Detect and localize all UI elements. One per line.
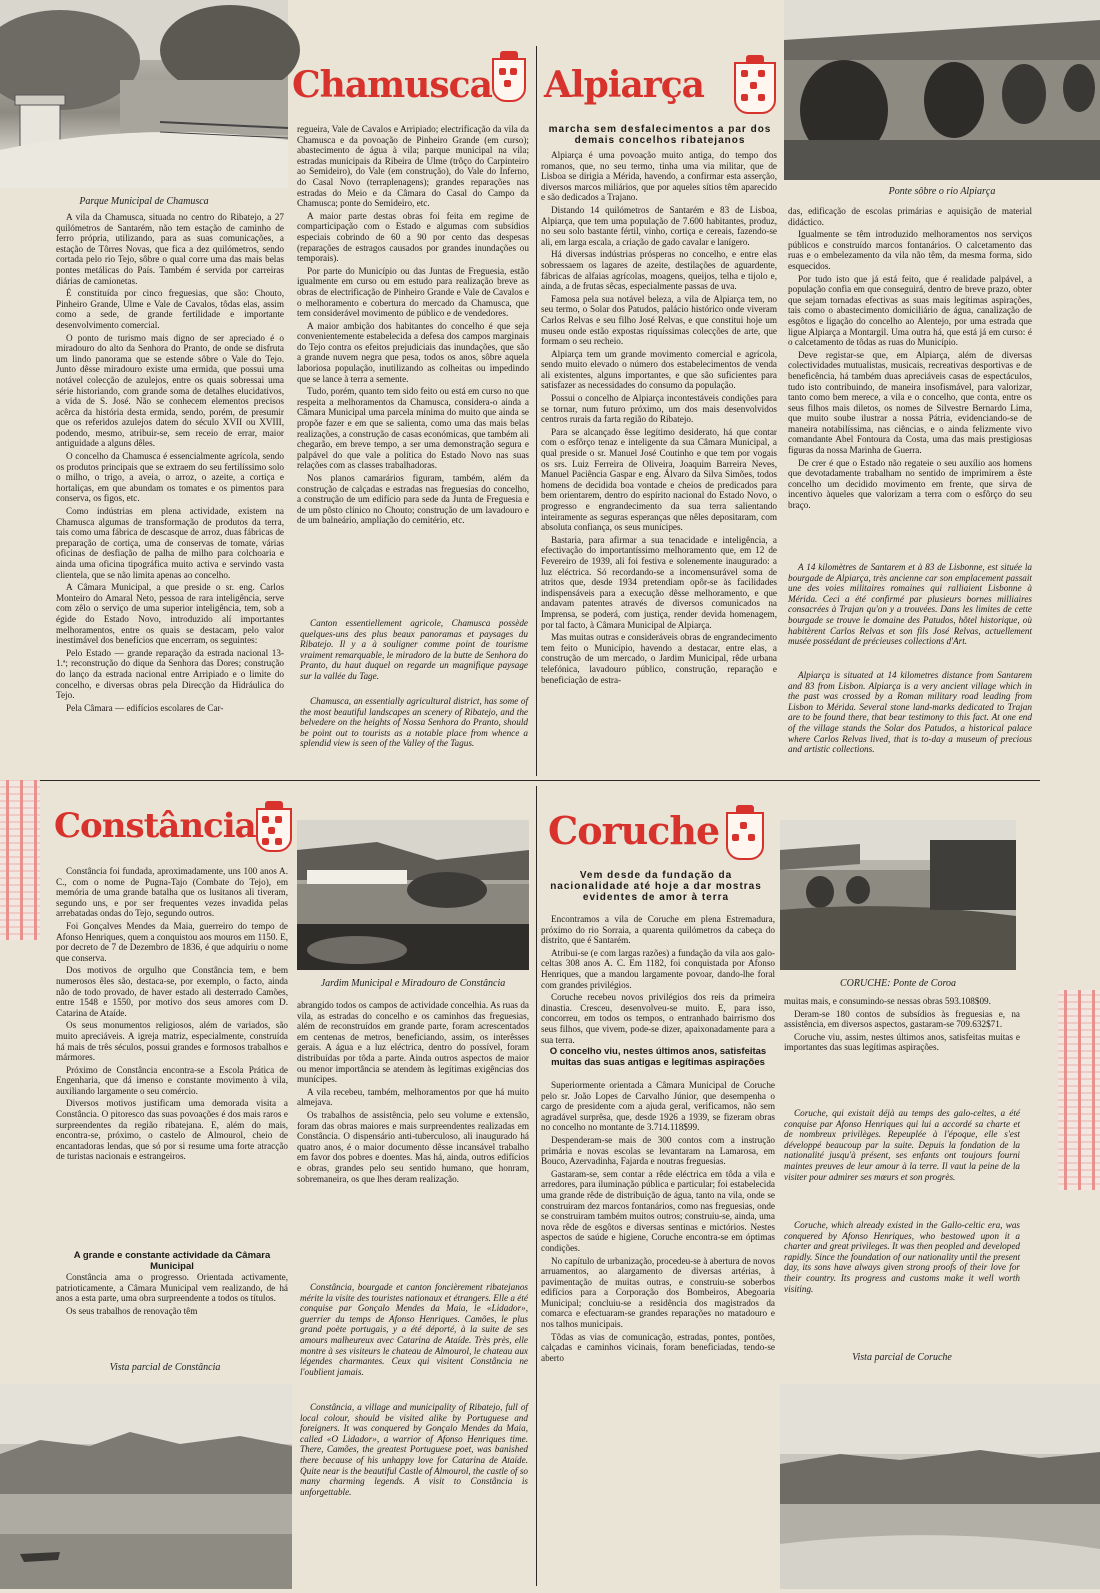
constancia-paragraph: abrangido todos os campos de actividade concelhia. As ruas da vila, as estradas do concelho e os caminhos das freguesias, além de reconstruídos em grande parte, foram acrescentados em centenas de metros, beneficiando, assim, os interêsses gerais. A água e a luz eléctrica, dentro do possível, foram distribuídas por tôda a parte. Ainda outros aspectos de maior ou menor importância se atendem às legítimas exigências dos munícipes.: [297, 1000, 529, 1085]
alpiarca-coat-of-arms-icon: [734, 62, 776, 114]
constancia-section-heading: A grande e constante actividade da Câmara Municipal: [73, 1250, 271, 1272]
coruche-paragraph: Coruche viu, assim, nestes últimos anos, satisfeitas muitas e importantes das suas legítimas aspirações.: [784, 1031, 1020, 1053]
alpiarca-paragraph: Distando 14 quilómetros de Santarém e 83 de Lisboa, Alpiarça, que tem uma população de 7.600 habitantes, produz, no seu solo bastante fértil, vinho, cortiça e cereais, fazendo-se ali, em larga escala, a criação de gado cavalar e lanígero.: [541, 204, 777, 247]
chamusca-paragraph: O concelho da Chamusca é essencialmente agrícola, sendo os produtos principais que se extraem do seu fertilíssimo solo o milho, o trigo, a aveia, o arroz, o azeite, a cortiça e hortaliças, em que abundam os tomates e os pimentos para conserva, os figos, etc.: [56, 451, 284, 504]
constancia-vista-photo: [0, 1384, 292, 1589]
coruche-subtitle: Vem desde da fundação da nacionalidade até hoje a dar mostras evidentes de amor à terra: [550, 870, 762, 903]
coruche-body-col-1: [541, 914, 775, 1045]
coruche-body-col-1b: [541, 1080, 775, 1584]
constancia-paragraph: Os seus monumentos religiosos, além de variados, são muito apreciáveis. A igreja matriz, especialmente, construída há mais de três séculos, possui grandes e formosos trabalhos e mármores.: [56, 1020, 288, 1063]
alpiarca-bridge-photo: [784, 0, 1100, 180]
coruche-french-note: Coruche, qui existait déjà au temps des galo-celtes, a été conquise par Afonso Henriques qui lui a accordé sa charte et de nombreux privilèges. Repeuplée à l'époque, elle s'est développé beaucoup par la suite. Depuis la fondation de la nationalité jusqu'à présent, ses enfants ont toujours fourni maintes preuves de leur amour à la terre. Il vaut la peine de la visiter pour admirer ses mœurs et son progrès.: [784, 1108, 1020, 1182]
alpiarca-paragraph: das, edificação de escolas primárias e aquisição de material didáctico.: [788, 206, 1032, 227]
constancia-paragraph: Dos motivos de orgulho que Constância tem, e bem numerosos êles são, destaca-se, por exemplo, o facto, ainda não de todo provado, de haver estado ali desterrado Camões, entre 1548 e 1550, por motivo dos seus amores com D. Catarina de Ataíde.: [56, 965, 288, 1018]
park-illustration: [0, 0, 288, 188]
chamusca-paragraph: Nos planos camarários figuram, também, além da construção de calçadas e estradas nas freguesias do concelho, a construção de um edifício para sede da Junta de Freguesia e de um pôsto clínico no Chouto; construção de um lavadouro e de um balneário, ampliação do cemitério, etc.: [297, 473, 529, 526]
coruche-paragraph: Superiormente orientada a Câmara Municipal de Coruche pelo sr. João Lopes de Carvalho Júnior, que desempenha o cargo de presidente com a ajuda geral, verificamos, não sem agradável surprêsa, que, desde 1926 a 1939, se fizeram obras no concelho no montante de 3.714.118$99.: [541, 1080, 775, 1133]
coruche-paragraph: Deram-se 180 contos de subsídios às freguesias e, na assistência, em diversos aspectos, gastaram-se 709.632$71.: [784, 1008, 1020, 1030]
alpiarca-paragraph: Para se alcançado êsse legítimo desiderato, há que contar com o esfôrço tenaz e inteligente da sua Câmara Municipal, a qual preside o sr. Manuel José Coutinho e que tem por vogais os srs. Luiz Ferreira de Oliveira, Joaquim Barreira Neves, Manuel Paciência Gaspar e eng. Álvaro da Silva Simões, todos homens de decidida boa vontade e cheios de predicados para bem orientarem, dentro do espírito nacional do Estado Novo, o progresso e engrandecimento da sua terra salientando inteiramente as seguras esperanças que nêles depositaram, com absoluta confiança, os seus munícipes.: [541, 426, 777, 533]
alpiarca-paragraph: Igualmente se têm introduzido melhoramentos nos serviços públicos e construído marcos fontanários. O calcetamento das ruas e o embelezamento da vila não têm, da mesma forma, sido esquecidos.: [788, 229, 1032, 271]
alpiarca-body-col-1: [541, 150, 777, 775]
chamusca-paragraph: A Câmara Municipal, a que preside o sr. eng. Carlos Monteiro do Amaral Neto, pessoa de rara inteligência, serve com zêlo o serviço de uma superior inteligência, tem, sob a égide do Estado Novo, introduzido alí importantes melhoramentos, entre os quais se destacam, pelo valor inestimável dos benefícios que encerram, os seguintes:: [56, 582, 284, 646]
coruche-english-note: Coruche, which already existed in the Gallo-celtic era, was conquered by Afonso Henriques, who bestowed upon it a charter and great privileges. It was then peopled and developed rapidly. Since the foundation of our nationality until the present day, its sons have always given strong proofs of their love for their country. Its progress and customs make it well worth visiting.: [784, 1220, 1020, 1294]
chamusca-paragraph: A maior parte destas obras foi feita em regime de comparticipação com o Estado e algumas com subsídios especiais cobrindo de 60 a 90 por cento das despesas (reparações de estragos causados por grandes inundações ou temporais).: [297, 210, 529, 264]
chamusca-coat-of-arms-icon: [492, 58, 526, 102]
chamusca-english-note: Chamusca, an essentially agricultural district, has some of the most beautiful landscapes an scenery of Ribatejo, and the belvedere on the heights of Nossa Senhora do Pranto, should be point out to tourists as a notable place from whence a splendid view is seen of the Valley of the Tagus.: [300, 696, 528, 749]
constancia-paragraph: Foi Gonçalves Mendes da Maia, guerreiro do tempo de Afonso Henriques, quem a conquistou aos mouros em 1150. E, por decreto de 7 de Dezembro de 1836, é que adquiriu o nome que conserva.: [56, 920, 288, 963]
alpiarca-title: Alpiarça: [544, 64, 704, 106]
alpiarca-paragraph: Alpiarça tem um grande movimento comercial e agrícola, sendo muito elevado o número dos estabelecimentos de venda ali existentes, alguns importantes, e que são suficientes para satisfazer as necessidades do consumo da população.: [541, 348, 777, 391]
alpiarca-paragraph: Há diversas indústrias prósperas no concelho, e entre elas sobressaem os lagares de azeite, destilações de aguardente, fábricas de alfaias agrícolas, moagens, queijos, telha e tijolo e, ainda, a de frutas sêcas, especialmente passas de uva.: [541, 249, 777, 292]
coruche-section-heading: O concelho viu, nestes últimos anos, satisfeitas muitas das suas antigas e legítimas aspirações: [549, 1046, 767, 1068]
horizontal-divider-middle: [40, 780, 1040, 781]
coruche-paragraph: Despenderam-se mais de 300 contos com a instrução primária e novas escolas se levantaram na Lamarosa, em Bouco, Azervadinha, Fajarda e noutras freguesias.: [541, 1134, 775, 1167]
coruche-paragraph: Encontramos a vila de Coruche em plena Estremadura, próximo do rio Sorraia, a quarenta quilómetros da cabeça do distrito, que é Santarém.: [541, 914, 775, 946]
alpiarca-french-note: A 14 kilomètres de Santarem et à 83 de Lisbonne, est située la bourgade de Alpiarça, très ancienne car son emplacement passait une des voies militaires romaines qui ralliaient Lisbonne à Mérida. Ceci a été confirmé par plusieurs bornes milliaires consacrées à Trajan qu'on y a trouvées. Dans les limites de cette bourgade se trouve le domaine des Patudos, hôtel historique, où habitèrent Carlos Relvas et son fils José Relvas, actuellement musée possédant de précieuses collections d'Art.: [788, 562, 1032, 647]
vista-illustration: [0, 1384, 292, 1589]
alpiarca-paragraph: Por tudo isto que já está feito, que é realidade palpável, a população confia em que conseguirá, dentro de breve prazo, obter que sejam tornadas efectivas as suas mais legítimas aspirações, tais como o abastecimento domiciliário de água, canalização de esgôtos e ligação do concelho ao Alentejo, por uma estrada que ligue Alpiarça a Montargil. Uma outra há, que está já em curso: é o calcetamento de tôdas as ruas do Município.: [788, 273, 1032, 348]
bridge-illustration: [784, 0, 1100, 180]
constancia-body-col-1b: [56, 1272, 288, 1356]
alpiarca-english-note: Alpiarça is situated at 14 kilometres distance from Santarem and 83 from Lisbon. Alpiarça is a very ancient village which in the past was crossed by a Roman military road leading from Lisbon to Mérida. Several stone land-marks dedicated to Trajan are to be found there, that bear testimony to this fact. At one end of the village stands the Solar dos Patudos, a historical palace where Carlos Relvas lived, that is to-day a museum of precious and artistic collections.: [788, 670, 1032, 755]
constancia-vista-caption: Vista parcial de Constância: [109, 1362, 221, 1373]
chamusca-paragraph: A maior ambição dos habitantes do concelho é que seja convenientemente estabelecida a defesa dos campos marginais do Tejo contra os efeitos prejudiciais das inundações, que são a grande nuvem negra que pesa, todos os anos, sôbre aquela laboriosa população, inutilizando as colheitas ou impedindo que se lance à terra a semente.: [297, 320, 529, 384]
constancia-title: Constância: [54, 806, 256, 846]
coruche-paragraph: Gastaram-se, sem contar a rêde eléctrica em tôda a vila e arredores, para iluminação pública e particular; foi estabelecida uma grande rêde de distribuição de água, tanto na vila, onde se construiram dez marcos fontanários, como nas freguesias, onde se construiram também muitos outros; construiu-se, ainda, uma nova rêde de esgôtos e diversas sentinas e mictórios. Nestes aspectos de saúde e higiene, Coruche encontra-se em óptimas condições.: [541, 1168, 775, 1253]
chamusca-park-photo: [0, 0, 288, 188]
constancia-english-note: Constância, a village and municipality of Ribatejo, full of local colour, should be visited alike by Portuguese and foreigners. It was conquered by Gonçalo Mendes da Maia, called «O Lidador», a warrior of Afonso Henriques time. There, Camões, the greatest Portuguese poet, was banished there because of his unhappy love for Catarina de Ataíde. Quite near is the beautiful Castle of Almourol, the castle of so many charming legends. A visit to Constância is unforgettable.: [300, 1402, 528, 1497]
vertical-divider-top: [536, 46, 537, 776]
chamusca-paragraph: É constituída por cinco freguesias, que são: Chouto, Pinheiro Grande, Ulme e Vale de Cavalos, tôdas elas, assim como a sede, de grande fertilidade e importante desenvolvimento comercial.: [56, 288, 284, 330]
chamusca-paragraph: Pela Câmara — edifícios escolares de Car-: [66, 702, 224, 713]
constancia-paragraph: Próximo de Constância encontra-se a Escola Prática de Engenharia, que dá imenso e constante movimento à vila, auxiliando largamente o seu comércio.: [56, 1064, 288, 1096]
constancia-paragraph: Os seus trabalhos de renovação têm: [66, 1305, 198, 1316]
coruche-paragraph: Tôdas as vias de comunicação, estradas, pontes, pontões, calçadas e caminhos vicinais, foram beneficiadas, tendo-se aberto: [541, 1331, 775, 1363]
coruche-paragraph: Atribui-se (e com largas razões) a fundação da vila aos galo-celtas 308 anos A. C. Em 1182, foi conquistada por Afonso Henriques, que a mandou largamente povoar, dando-lhe foral com grandes privilégios.: [541, 947, 775, 990]
chamusca-body-col-2: [297, 124, 529, 594]
alpiarca-paragraph: Possui o concelho de Alpiarça incontestáveis condições para se tornar, num futuro próximo, um dos mais desenvolvidos centros rurais da farta região do Ribatejo.: [541, 393, 777, 425]
coruche-coat-of-arms-icon: [726, 812, 764, 860]
chamusca-paragraph: Pelo Estado — grande reparação da estrada nacional 13-1.ª; reconstrução do dique da Senhora das Dores; construção do lanço da estrada nacional entre Arripiado e o limite do concelho, e diversas obras pela Direcção da Hidráulica do Tejo.: [56, 647, 284, 701]
constancia-body-col-2: [297, 1000, 529, 1272]
chamusca-paragraph: A vila da Chamusca, situada no centro do Ribatejo, a 27 quilómetros de Santarém, não tem estação de caminho de ferro própria, utilizando, para as suas comunicações, a estação de Tôrres Novas, que fica a dez quilómetros, sendo cortada pelo rio Tejo, sôbre o qual corre uma das mais belas pontes metálicas do País. Também é servida por carreiras diárias de camionetas.: [56, 212, 284, 286]
chamusca-french-note: Canton essentiellement agricole, Chamusca possède quelques-uns des plus beaux panoramas et paysages du Ribatejo. Il y a à souligner comme point de tourisme vraiment remarquable, le miradoro de la butte de Senhora do Pranto, du haut duquel on regarde un magnifique paysage sur la vallée du Tage.: [300, 618, 528, 681]
alpiarca-paragraph: Mas muitas outras e consideráveis obras de engrandecimento tem feito o Município, havendo a destacar, entre elas, a construção de um mercado, o Jardim Municipal, rêde urbana telefónica, lavadouro público, construção, reparação e beneficiação de estra-: [541, 632, 777, 685]
coruche-vista-illustration: [780, 1384, 1100, 1589]
constancia-paragraph: A vila recebeu, também, melhoramentos por que há muito almejava.: [297, 1086, 529, 1108]
chamusca-paragraph: Por parte do Município ou das Juntas de Freguesia, estão igualmente em curso ou em estudo para realização breve as obras de electrificação de Pinheiro Grande e Vale de Cavalos e o melhoramento e cobertura do mercado da Chamusca, que tem considerável movimento de público e de vendedores.: [297, 265, 529, 319]
coruche-bridge-photo: [780, 820, 1016, 970]
constancia-garden-caption: Jardim Municipal e Miradouro de Constância: [320, 978, 506, 989]
constancia-paragraph: Diversos motivos justificam uma demorada visita a Constância. O pitoresco das suas povoações é dos mais raros e surpreendentes da região ribatejana. E, além do mais, encontra-se, próximo, o castelo de Almourol, cheio de encantadoras lendas, que só por si resume uma forte atracção de turistas nacionais e estrangeiros.: [56, 1098, 288, 1162]
constancia-paragraph: Constância foi fundada, aproximadamente, uns 100 anos A. C., com o nome de Pugna-Tajo (Combate do Tejo), em memória de uma grande batalha que os lusitanos ali tiveram, segundo uns, e por ser frequentes vezes invadida pelas arrebatadas ondas do Tejo, segundo outros.: [56, 866, 288, 919]
alpiarca-paragraph: De crer é que o Estado não regateie o seu auxílio aos homens que devotadamente trabalham no sentido de imprimirem a êste concelho um decidido movimento em frente, que sirva de incentivo àqueles que valorizam a terra com o esfôrço do seu braço.: [788, 457, 1032, 511]
coruche-paragraph: No capítulo de urbanização, procedeu-se à abertura de novos arruamentos, ao alargamento de diversas artérias, à pavimentação de muitas outras, e construiu-se soberbos edifícios para a Corporação dos Bombeiros, Abegoaria Municipal; concluiu-se a residência dos magistrados da comarca e efectuaram-se grandes reparações no matadouro e nos talhos municipais.: [541, 1255, 775, 1330]
decorative-pattern-left-mid: [0, 780, 40, 940]
coruche-vista-caption: Vista parcial de Coruche: [852, 1352, 952, 1363]
coruche-title: Coruche: [548, 808, 720, 853]
chamusca-paragraph: O ponto de turismo mais digno de ser apreciado é o miradouro do alto da Senhora do Pranto, de onde se disfruta um lindo panorama que se estende sôbre o Vale do Tejo. Junto dêsse miradouro existe uma ermida, que possui uma notável colecção de azulejos, entre os quais sobressai uma série historiando, com grande soma de detalhes elucidativos, a vida de S. José. Não se conhecem elementos precisos acêrca da história desta ermida, sendo, porém, de presumir que os referidos azulejos datem do século XVII ou XVIII, podendo, mesmo, atribuir-se, sem receio de errar, maior antiguidade a alguns dêles.: [56, 332, 284, 449]
coruche-paragraph: muitas mais, e consumindo-se nessas obras 593.108$09.: [784, 996, 991, 1006]
coruche-bridge-caption: CORUCHE: Ponte de Coroa: [839, 978, 956, 989]
coruche-body-col-2: [784, 996, 1020, 1076]
coroa-bridge-illustration: [780, 820, 1016, 970]
decorative-pattern-right-mid: [1058, 990, 1100, 1190]
vertical-divider-bottom: [536, 786, 537, 1586]
constancia-coat-of-arms-icon: [256, 808, 292, 852]
alpiarca-paragraph: Bastaria, para afirmar a sua tenacidade e inteligência, a efectivação do importantíssimo melhoramento que, em 12 de Fevereiro de 1939, ali foi festiva e solenemente inaugurado: a luz eléctrica. Só recordando-se a incomensurável soma de atritos que, desde 1934 pretendiam opôr-se às facilidades indispensáveis para a execução dêsse melhoramento, e que andavam patentes através de diversos comunicados na Imprensa, se poderá, com justiça, render devida homenagem, por tal facto, à Câmara Municipal de Alpiarça.: [541, 534, 777, 630]
coruche-paragraph: Coruche recebeu novos privilégios dos reis da primeira dinastia. Cresceu, desenvolveu-se muito. E, para isso, concorreu, em todos os tempos, o entranhado bairrismo dos seus filhos, que vivem, pode-se dizer, apaixonadamente para a sua terra.: [541, 992, 775, 1045]
chamusca-paragraph: regueira, Vale de Cavalos e Arripiado; electrificação da vila da Chamusca e da povoação de Pinheiro Grande (em curso); abastecimento de água à vila; parque municipal na vila; estradas municipais da Ribeira de Ulme (trôço do Carpinteiro ao Semideiro), do Vale (em construção), do Vale do Inferno, do Casal Novo (terraplenagens); grandes reparações nas estradas do Meio e da Câmara do Casal do Campo da Chamusca; ponte do Semideiro, etc.: [297, 124, 529, 209]
alpiarca-subtitle: marcha sem desfalecimentos a par dos demais concelhos ribatejanos: [548, 124, 772, 146]
alpiarca-paragraph: Deve registar-se que, em Alpiarça, além de diversas colectividades mutualistas, musicais, recreativas desportivas e de beneficência, há também duas apreciáveis casas de espectáculos, tudo isto contribuindo, de maneira insofismável, para valorizar, tanto como bem merece, a vila e o concelho, que conta, entre os seus filhos mais diletos, os nomes de Silvestre Bernardo Lima, que muito soube ilustrar a nossa Pátria, evidenciando-se de maneira notabilíssima, nas ciências, e o ainda felizmente vivo comandante Abel Fontoura da Costa, uma das mais prestigiosas figuras da nossa Marinha de Guerra.: [788, 349, 1032, 456]
alpiarca-paragraph: Famosa pela sua notável beleza, a vila de Alpiarça tem, no seu termo, o Solar dos Patudos, palácio histórico onde viveram Carlos Relvas e seu filho José Relvas, e que constitui hoje um museu onde estão expostas riquíssimas colecções de arte, que formam o seu recheio.: [541, 293, 777, 347]
constancia-paragraph: Constância ama o progresso. Orientada activamente, patrioticamente, a Câmara Municipal vem realizando, de há anos a esta parte, uma obra surpreendente a todos os títulos.: [56, 1272, 288, 1304]
chamusca-title: Chamusca: [292, 64, 492, 106]
constancia-garden-photo: [297, 820, 529, 970]
alpiarca-bridge-caption: Ponte sôbre o rio Alpiarça: [888, 186, 996, 197]
chamusca-paragraph: Tudo, porém, quanto tem sido feito ou está em curso no que respeita a melhoramentos da Chamusca, considera-o ainda a Câmara Municipal uma parcela mínima do muito que ainda se propõe fazer e em que se salienta, como uma das mais belas realizações, a construção de casas económicas, que também ali chegarão, em breve tempo, a ser uma demonstração segura e palpável do que vale a política do Estado Novo nas suas relações com as classes trabalhadoras.: [297, 386, 529, 471]
alpiarca-body-col-2: [788, 206, 1032, 554]
alpiarca-paragraph: Alpiarça é uma povoação muito antiga, do tempo dos romanos, que, no seu termo, tinha uma via militar, que de Lisboa se dirigia a Mérida, havendo, a confirmar esta asserção, diversos marcos miliários, que por aqueles sítios têm aparecido e são dedicados a Trajano.: [541, 150, 777, 203]
chamusca-body-col-1: [56, 212, 284, 775]
chamusca-park-caption: Parque Municipal de Chamusca: [79, 196, 209, 207]
garden-illustration: [297, 820, 529, 970]
constancia-body-col-1: [56, 866, 288, 1236]
constancia-french-note: Constância, bourgade et canton foncièrement ribatejanos mérite la visite des touristes nationaux et étrangers. Elle a été conquise par Gonçalo Mendes da Maia, le «Lidador», guerrier du temps de Afonso Henriques. Camões, le plus grand poète portugais, y a été déporté, à la suite de ses amours malheureux avec Catarina de Ataíde. Très près, elle montre à ses visiteurs le chateau de Almourol, le chateau aux légendes charmantes. Ceux qui visitent Constância ne l'oublient jamais.: [300, 1282, 528, 1377]
constancia-paragraph: Os trabalhos de assistência, pelo seu volume e extensão, foram das obras maiores e mais surpreendentes realizadas em Constância. O dispensário anti-tuberculoso, ali inaugurado há quatro anos, é o maior documento dêsse incansável trabalho em favor dos pobres e doentes. Mas há, ainda, outros edifícios e obras, grandes pelo seu sentido humano, que honram, sobremaneira, os que lhes deram realização.: [297, 1109, 529, 1184]
coruche-vista-photo: [780, 1384, 1100, 1589]
chamusca-paragraph: Como indústrias em plena actividade, existem na Chamusca algumas de transformação de produtos da terra, tais como uma fábrica de descasque de arroz, duas fábricas de preparação de cortiça, uma de conservas de tomate, várias oficinas de desfiação de palha de milho para colchoaria e ainda uma oficina tipográfica muito activa e servindo vasta clientela, que se não limita apenas ao concelho.: [56, 506, 284, 580]
